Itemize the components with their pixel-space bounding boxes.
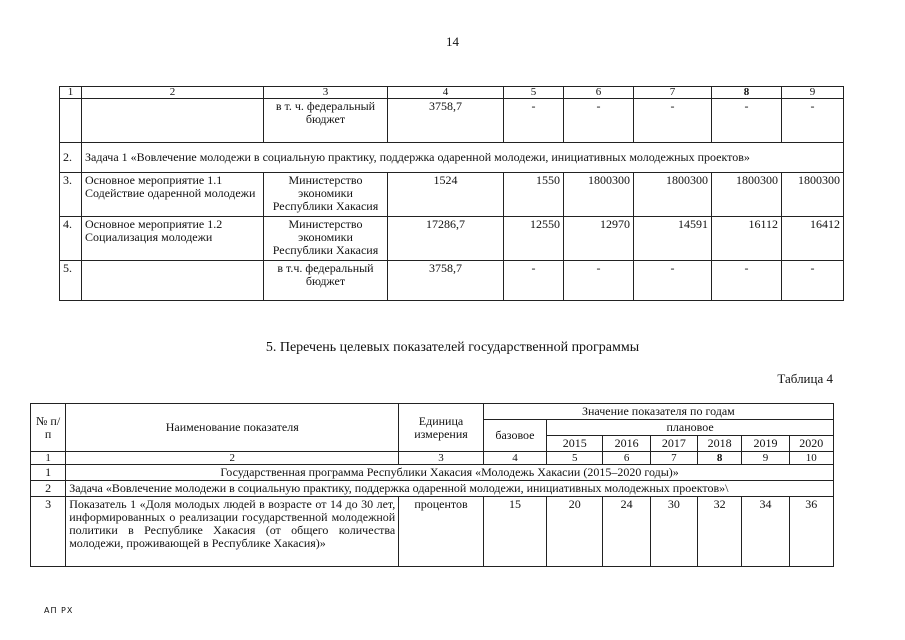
unit: процентов xyxy=(399,497,484,567)
value-cell: 1800300 xyxy=(782,173,844,217)
value-cell: 16112 xyxy=(712,217,782,261)
event-name: Основное мероприятие 1.2 Социализация молодежи xyxy=(82,217,264,261)
value-cell: - xyxy=(564,99,634,143)
task-title: Задача 1 «Вовлечение молодежи в социальную практику, поддержка одаренной молодежи, инициативных молодежных проектов» xyxy=(82,143,844,173)
table-label: Таблица 4 xyxy=(777,371,833,386)
table-row xyxy=(60,217,844,261)
row-number: 1 xyxy=(31,465,66,481)
col-number: 6 xyxy=(564,87,634,99)
row-number xyxy=(60,99,82,143)
funding-source: в т. ч. федеральный бюджет xyxy=(264,99,388,143)
header-year: 2015 xyxy=(547,436,603,452)
value-cell: - xyxy=(712,261,782,301)
table-row xyxy=(60,261,844,301)
header-year: 2020 xyxy=(789,436,833,452)
value-cell: 17286,7 xyxy=(388,217,504,261)
value-cell: - xyxy=(712,99,782,143)
section-title: 5. Перечень целевых показателей государственной программы xyxy=(265,340,640,355)
value-cell: 3758,7 xyxy=(388,261,504,301)
table-row xyxy=(31,497,834,567)
header-values-by-year: Значение показателя по годам xyxy=(483,404,833,420)
header-planned: плановое xyxy=(547,420,834,436)
col-number: 10 xyxy=(789,452,833,465)
col-number: 3 xyxy=(264,87,388,99)
indicator-name: Показатель 1 «Доля молодых людей в возрасте от 14 до 30 лет, информированных о реализации государственной молодежной политики в Республике Хакасия (от общего количества молодежи, проживающей в Республике Хакасия)» xyxy=(66,497,399,567)
funding-source: Министерство экономики Республики Хакасия xyxy=(264,217,388,261)
table-row xyxy=(60,173,844,217)
task-row xyxy=(31,481,834,497)
row-number: 3 xyxy=(31,497,66,567)
budget-table xyxy=(59,86,844,301)
col-number: 9 xyxy=(782,87,844,99)
value-cell: 24 xyxy=(603,497,650,567)
header-number: № п/п xyxy=(31,404,66,452)
value-cell: - xyxy=(504,99,564,143)
task-row xyxy=(60,143,844,173)
col-number: 8 xyxy=(698,452,742,465)
value-cell: 12550 xyxy=(504,217,564,261)
col-number: 9 xyxy=(742,452,789,465)
col-number: 5 xyxy=(547,452,603,465)
col-number: 6 xyxy=(603,452,650,465)
header-year: 2017 xyxy=(650,436,697,452)
column-numbers-row xyxy=(31,452,834,465)
col-number: 5 xyxy=(504,87,564,99)
col-number: 7 xyxy=(650,452,697,465)
value-cell: 14591 xyxy=(634,217,712,261)
event-name: Основное мероприятие 1.1 Содействие одаренной молодежи xyxy=(82,173,264,217)
event-name xyxy=(82,261,264,301)
value-cell: 32 xyxy=(698,497,742,567)
value-cell: - xyxy=(634,261,712,301)
row-number: 2. xyxy=(60,143,82,173)
value-cell: 36 xyxy=(789,497,833,567)
value-cell: 1550 xyxy=(504,173,564,217)
value-cell: - xyxy=(782,99,844,143)
col-number: 1 xyxy=(60,87,82,99)
column-numbers-row xyxy=(60,87,844,99)
program-title: Государственная программа Республики Хакасия «Молодежь Хакасии (2015–2020 годы)» xyxy=(66,465,834,481)
value-cell: 15 xyxy=(483,497,546,567)
value-cell: 20 xyxy=(547,497,603,567)
task-title: Задача «Вовлечение молодежи в социальную практику, поддержка одаренной молодежи, инициативных молодежных проектов»\ xyxy=(66,481,834,497)
col-number: 8 xyxy=(712,87,782,99)
row-number: 5. xyxy=(60,261,82,301)
page-number: 14 xyxy=(446,34,459,49)
row-number: 2 xyxy=(31,481,66,497)
col-number: 1 xyxy=(31,452,66,465)
value-cell: 1524 xyxy=(388,173,504,217)
value-cell: 1800300 xyxy=(564,173,634,217)
header-base: базовое xyxy=(483,420,546,452)
event-name xyxy=(82,99,264,143)
header-year: 2019 xyxy=(742,436,789,452)
table-row xyxy=(60,99,844,143)
funding-source: в т.ч. федеральный бюджет xyxy=(264,261,388,301)
value-cell: - xyxy=(504,261,564,301)
footer-mark: АП РХ xyxy=(44,606,74,615)
value-cell: - xyxy=(782,261,844,301)
header-indicator-name: Наименование показателя xyxy=(66,404,399,452)
value-cell: 16412 xyxy=(782,217,844,261)
col-number: 3 xyxy=(399,452,484,465)
row-number: 3. xyxy=(60,173,82,217)
value-cell: - xyxy=(564,261,634,301)
funding-source: Министерство экономики Республики Хакасия xyxy=(264,173,388,217)
value-cell: - xyxy=(634,99,712,143)
value-cell: 34 xyxy=(742,497,789,567)
value-cell: 12970 xyxy=(564,217,634,261)
value-cell: 1800300 xyxy=(634,173,712,217)
col-number: 7 xyxy=(634,87,712,99)
header-unit: Единица измерения xyxy=(399,404,484,452)
header-year: 2018 xyxy=(698,436,742,452)
col-number: 4 xyxy=(388,87,504,99)
indicators-table xyxy=(30,403,834,567)
header-year: 2016 xyxy=(603,436,650,452)
program-row xyxy=(31,465,834,481)
col-number: 2 xyxy=(66,452,399,465)
value-cell: 3758,7 xyxy=(388,99,504,143)
value-cell: 1800300 xyxy=(712,173,782,217)
row-number: 4. xyxy=(60,217,82,261)
col-number: 2 xyxy=(82,87,264,99)
value-cell: 30 xyxy=(650,497,697,567)
col-number: 4 xyxy=(483,452,546,465)
